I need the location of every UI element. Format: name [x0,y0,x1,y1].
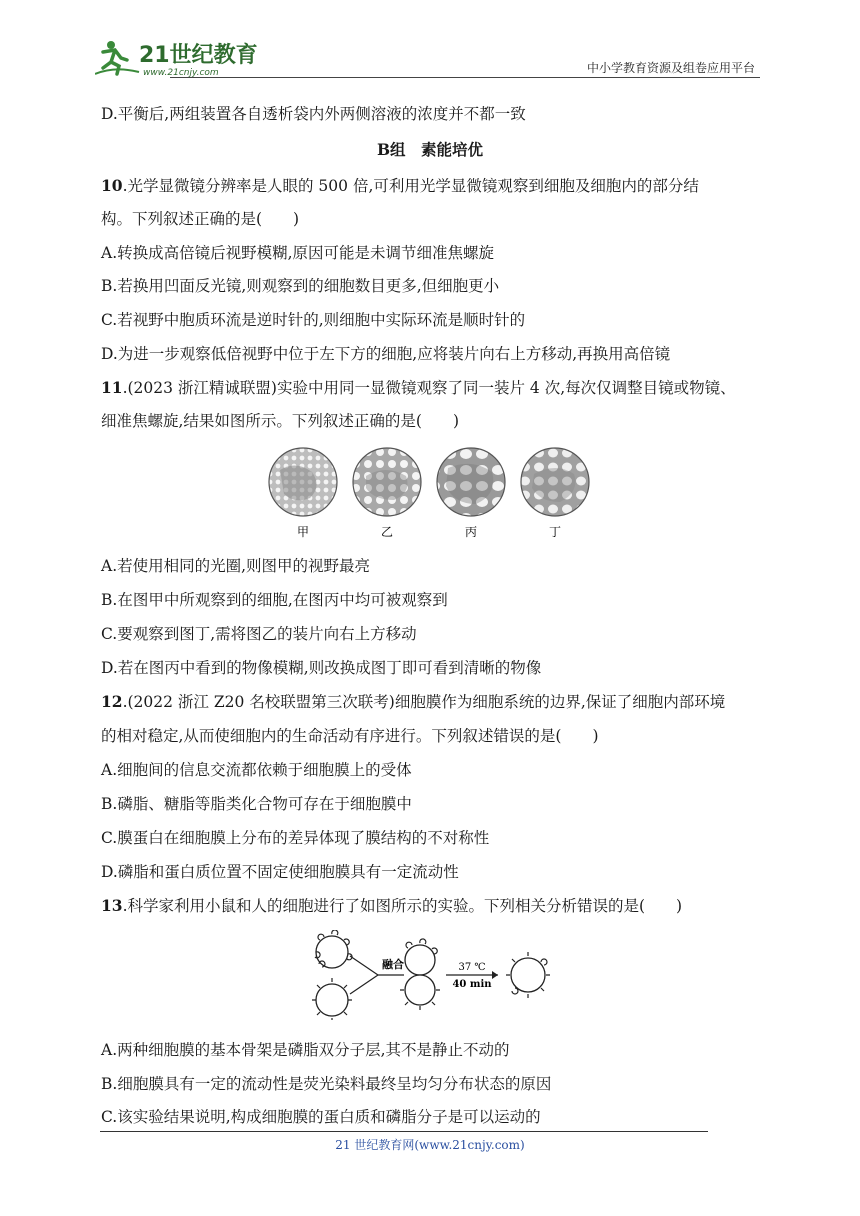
q12-option-b: B.磷脂、糖脂等脂类化合物可存在于细胞膜中 [101,795,412,813]
time-label: 40 min [452,979,492,990]
q13-option-a: A.两种细胞膜的基本骨架是磷脂双分子层,其不是静止不动的 [101,1041,510,1059]
q12-number: 12 [101,692,123,711]
q12-stem-2: 的相对稳定,从而使细胞内的生命活动有序进行。下列叙述错误的是( ) [101,727,599,745]
q13-option-c: C.该实验结果说明,构成细胞膜的蛋白质和磷脂分子是可以运动的 [101,1108,541,1126]
label-ding: 丁 [548,525,562,539]
page-header [95,30,760,80]
human-cell [316,984,348,1016]
mouse-cell [316,936,348,968]
footer-divider [100,1131,708,1132]
site-name: 中小学教育资源及组卷应用平台 [586,61,755,75]
q11-stem-1: 11.(2023 浙江精诚联盟)实验中用同一显微镜观察了同一装片 4 次,每次仅调整目镜或物镜、 [101,378,736,397]
microscope-fields-figure [266,446,596,540]
svg-text:www.21cnjy.com: www.21cnjy.com [143,68,219,78]
field-yi [353,448,421,516]
header-divider [170,77,760,78]
temperature-label: 37 ℃ [458,962,486,973]
q11-stem-2: 细准焦螺旋,结果如图所示。下列叙述正确的是( ) [101,412,460,430]
label-jia: 甲 [296,525,310,539]
field-ding [521,448,589,516]
section-heading: B组 素能培优 [376,140,484,159]
q13-number: 13 [101,896,123,915]
q12-option-d: D.磷脂和蛋白质位置不固定使细胞膜具有一定流动性 [101,863,459,881]
q11-option-a: A.若使用相同的光圈,则图甲的视野最亮 [101,557,371,575]
fuse-label: 融合 [382,958,404,971]
arrow-head [492,971,498,979]
q10-number: 10 [101,176,123,195]
field-bing [437,448,505,516]
q9-option-d: D.平衡后,两组装置各自透析袋内外两侧溶液的浓度并不都一致 [101,105,526,123]
footer-link[interactable]: 21 世纪教育网(www.21cnjy.com) [335,1138,525,1152]
label-yi: 乙 [380,525,394,539]
site-logo [95,38,265,78]
svg-text:21世纪教育: 21世纪教育 [139,43,258,68]
field-jia [269,448,337,516]
label-bing: 丙 [464,525,478,539]
q13-option-b: B.细胞膜具有一定的流动性是荧光染料最终呈均匀分布状态的原因 [101,1075,552,1093]
fused-cell-top [405,945,435,975]
q11-option-d: D.若在图丙中看到的物像模糊,则改换成图丁即可看到清晰的物像 [101,659,542,677]
q11-number: 11 [101,378,123,397]
q10-stem-1: 10.光学显微镜分辨率是人眼的 500 倍,可利用光学显微镜观察到细胞及细胞内的部分结 [101,176,699,195]
q10-option-b: B.若换用凹面反光镜,则观察到的细胞数目更多,但细胞更小 [101,277,500,295]
q10-option-c: C.若视野中胞质环流是逆时针的,则细胞中实际环流是顺时针的 [101,311,526,329]
q11-option-b: B.在图甲中所观察到的细胞,在图丙中均可被观察到 [101,591,448,609]
final-cell [511,958,545,992]
q10-stem-2: 构。下列叙述正确的是( ) [101,210,300,228]
q10-option-d: D.为进一步观察低倍视野中位于左下方的细胞,应将装片向右上方移动,再换用高倍镜 [101,345,671,363]
q11-option-c: C.要观察到图丁,需将图乙的装片向右上方移动 [101,625,417,643]
cell-fusion-figure [310,930,560,1020]
q12-stem-1: 12.(2022 浙江 Z20 名校联盟第三次联考)细胞膜作为细胞系统的边界,保证了细胞内部环境 [101,692,726,711]
q12-option-a: A.细胞间的信息交流都依赖于细胞膜上的受体 [101,761,412,779]
q12-option-c: C.膜蛋白在细胞膜上分布的差异体现了膜结构的不对称性 [101,829,490,847]
fused-cell-bottom [405,975,435,1005]
q10-option-a: A.转换成高倍镜后视野模糊,原因可能是未调节细准焦螺旋 [101,244,495,262]
q13-stem-1: 13.科学家利用小鼠和人的细胞进行了如图所示的实验。下列相关分析错误的是( ) [101,896,683,915]
